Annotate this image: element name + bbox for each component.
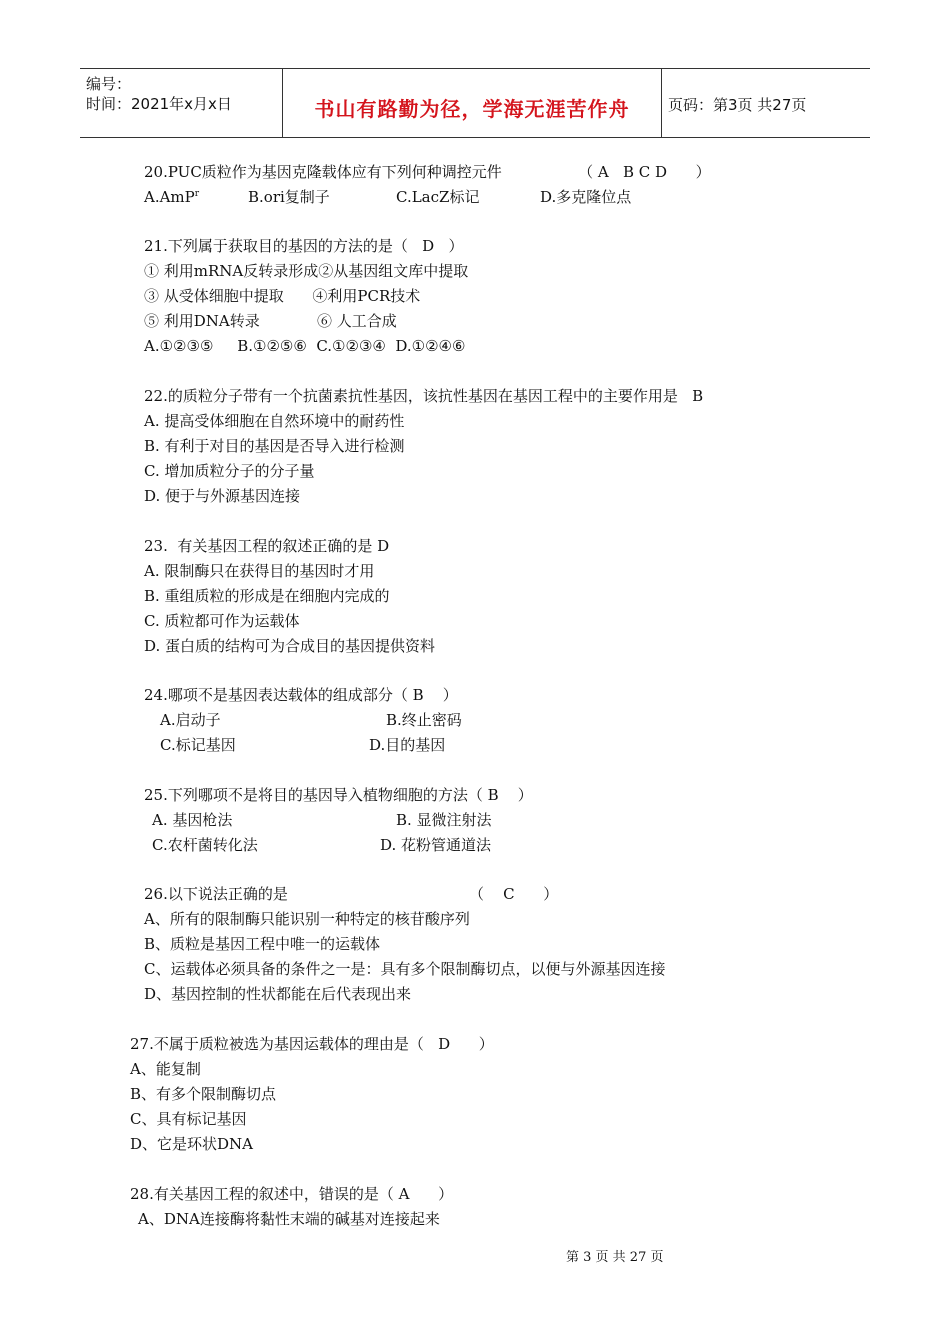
question-27-option-b: B、有多个限制酶切点 bbox=[130, 1085, 277, 1103]
question-23-option-b: B. 重组质粒的形成是在细胞内完成的 bbox=[144, 587, 390, 605]
question-24-option-a: A.启动子 bbox=[160, 711, 221, 729]
number-label: 编号： bbox=[86, 75, 132, 93]
question-21-item: ③ 从受体细胞中提取 ④利用PCR技术 bbox=[144, 287, 421, 305]
question-23-stem: 23. 有关基因工程的叙述正确的是 D bbox=[144, 537, 390, 555]
question-24-option-c: C.标记基因 bbox=[160, 736, 236, 754]
question-26-option-d: D、基因控制的性状都能在后代表现出来 bbox=[144, 985, 412, 1003]
question-25-option-d: D. 花粉管通道法 bbox=[380, 836, 492, 854]
question-23-option-c: C. 质粒都可作为运载体 bbox=[144, 612, 300, 630]
question-22-option-d: D. 便于与外源基因连接 bbox=[144, 487, 301, 505]
question-28-stem: 28.有关基因工程的叙述中，错误的是（ A ） bbox=[130, 1185, 454, 1203]
question-20-option-a bbox=[144, 187, 199, 207]
question-23-option-a: A. 限制酶只在获得目的基因时才用 bbox=[144, 562, 375, 580]
question-26-option-a: A、所有的限制酶只能识别一种特定的核苷酸序列 bbox=[144, 910, 470, 928]
question-20-option-b: B.ori复制子 bbox=[248, 188, 330, 206]
question-25-stem: 25.下列哪项不是将目的基因导入植物细胞的方法（ B ） bbox=[144, 786, 533, 804]
header-motto-cell bbox=[283, 69, 662, 137]
question-27-option-a: A、能复制 bbox=[130, 1060, 201, 1078]
question-25-option-a: A. 基因枪法 bbox=[152, 811, 233, 829]
question-26-option-c: C、运载体必须具备的条件之一是：具有多个限制酶切点，以便与外源基因连接 bbox=[144, 960, 666, 978]
question-22-stem: 22.的质粒分子带有一个抗菌素抗性基因，该抗性基因在基因工程中的主要作用是 B bbox=[144, 387, 704, 405]
question-20-stem: 20.PUC质粒作为基因克隆载体应有下列何种调控元件 （ A B C D ） bbox=[144, 163, 711, 181]
question-26-stem: 26.以下说法正确的是 （ C ） bbox=[144, 885, 559, 903]
question-22-option-a: A. 提高受体细胞在自然环境中的耐药性 bbox=[144, 412, 405, 430]
option-a-text: A.AmP bbox=[144, 188, 195, 206]
question-21-item: ⑤ 利用DNA转录 ⑥ 人工合成 bbox=[144, 312, 397, 330]
page-label: 页码：第3页 共27页 bbox=[668, 96, 807, 114]
question-24-option-b: B.终止密码 bbox=[386, 711, 462, 729]
header-meta-cell bbox=[80, 69, 283, 137]
question-28-option-a: A、DNA连接酶将黏性末端的碱基对连接起来 bbox=[138, 1210, 440, 1228]
question-20-option-c: C.LacZ标记 bbox=[396, 188, 480, 206]
question-22-option-b: B. 有利于对目的基因是否导入进行检测 bbox=[144, 437, 405, 455]
question-25-option-b: B. 显微注射法 bbox=[396, 811, 492, 829]
motto-text: 书山有路勤为径，学海无涯苦作舟 bbox=[314, 97, 630, 121]
question-22-option-c: C. 增加质粒分子的分子量 bbox=[144, 462, 315, 480]
time-label: 时间：2021年x月x日 bbox=[86, 95, 232, 113]
header-page-cell bbox=[662, 69, 870, 137]
question-24-stem: 24.哪项不是基因表达载体的组成部分（ B ） bbox=[144, 686, 458, 704]
question-21-item: ① 利用mRNA反转录形成②从基因组文库中提取 bbox=[144, 262, 469, 280]
question-25-option-c: C.农杆菌转化法 bbox=[152, 836, 258, 854]
question-27-option-c: C、具有标记基因 bbox=[130, 1110, 247, 1128]
page-header bbox=[80, 68, 870, 138]
question-27-stem: 27.不属于质粒被选为基因运载体的理由是（ D ） bbox=[130, 1035, 494, 1053]
question-21-stem: 21.下列属于获取目的基因的方法的是（ D ） bbox=[144, 237, 464, 255]
question-21-options: A.①②③⑤ B.①②⑤⑥ C.①②③④ D.①②④⑥ bbox=[144, 337, 466, 355]
superscript-r: r bbox=[194, 189, 200, 199]
question-27-option-d: D、它是环状DNA bbox=[130, 1135, 254, 1153]
question-20-option-d: D.多克隆位点 bbox=[540, 188, 632, 206]
question-23-option-d: D. 蛋白质的结构可为合成目的基因提供资料 bbox=[144, 637, 436, 655]
question-24-option-d: D.目的基因 bbox=[369, 736, 446, 754]
question-26-option-b: B、质粒是基因工程中唯一的运载体 bbox=[144, 935, 381, 953]
footer-page-number: 第 3 页 共 27 页 bbox=[566, 1250, 664, 1265]
